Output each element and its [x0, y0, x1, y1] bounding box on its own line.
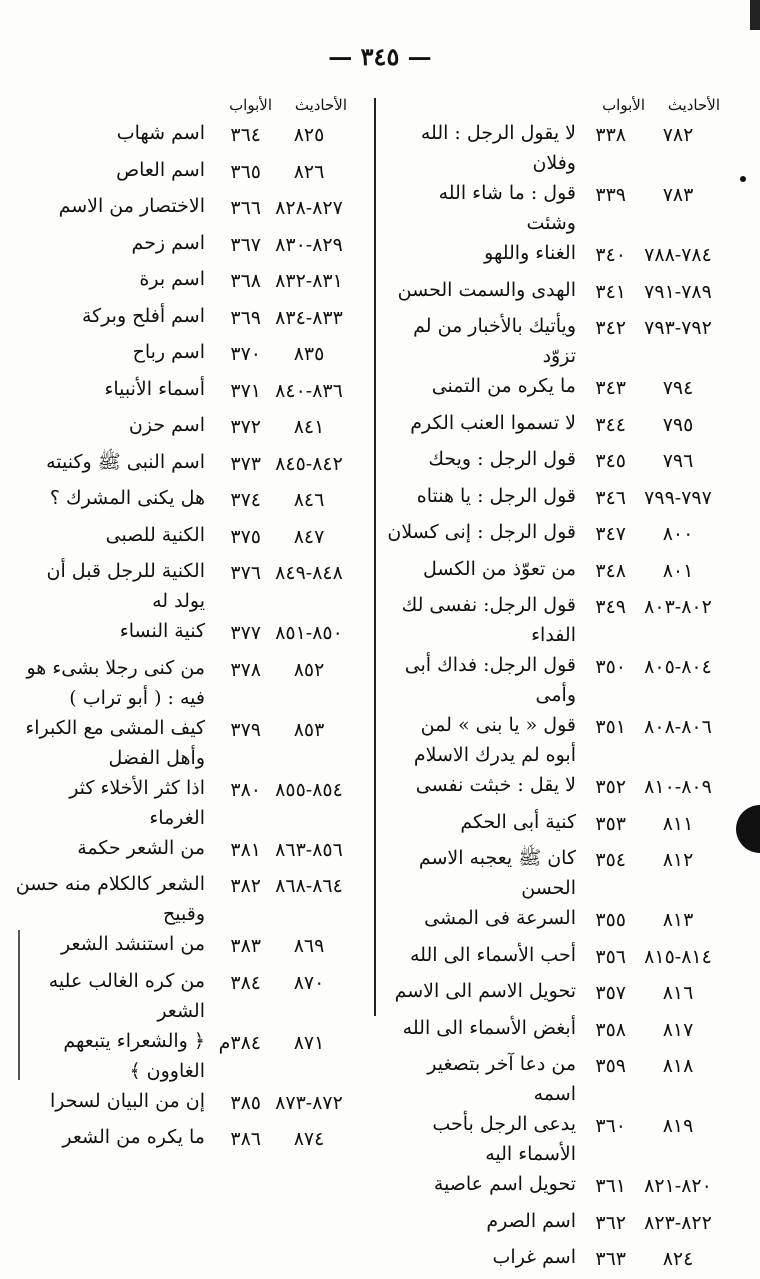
- bab-title: تحويل اسم عاصية: [433, 1173, 576, 1195]
- bab-title: أحب الأسماء الى الله: [410, 943, 576, 966]
- index-entry: [385, 517, 730, 554]
- bab-title: لا يقول الرجل : الله وفلان: [420, 122, 576, 174]
- page-number: — ٣٤٥ —: [328, 42, 432, 71]
- hadith-number: ٧٩٦: [662, 450, 694, 472]
- bab-title: أبغض الأسماء الى الله: [402, 1016, 576, 1039]
- hadith-number: ٨٥٦-٨٦٣: [275, 838, 343, 861]
- index-entry: [385, 940, 730, 977]
- bab-number: ٣٧١: [230, 379, 261, 402]
- hadith-number: ٨٠٦-٨٠٨: [644, 716, 712, 738]
- bab-number: ٣٥٩: [595, 1055, 626, 1077]
- header-hadith: الأحاديث: [294, 96, 347, 114]
- bab-number: ٣٦٠: [595, 1115, 626, 1137]
- column-divider: [374, 98, 376, 1016]
- index-entry: [385, 710, 730, 770]
- index-entry: [12, 337, 357, 374]
- hadith-number: ٨١٧: [662, 1018, 694, 1041]
- bab-title: ما يكره من التمنى: [431, 375, 576, 397]
- hadith-number: ٨١٨: [662, 1055, 694, 1077]
- bab-title: أسماء الأنبياء: [104, 377, 205, 400]
- hadith-number: ٧٨٣: [662, 184, 694, 206]
- bab-title: كنية أبى الحكم: [460, 810, 576, 833]
- hadith-number: ٨٢٦: [293, 160, 325, 183]
- bab-number: ٣٦٣: [595, 1248, 626, 1270]
- hadith-number: ٨٠٢-٨٠٣: [644, 596, 712, 618]
- hadith-number: ٨١٣: [662, 909, 694, 931]
- index-entry: [385, 1049, 730, 1109]
- bab-title: كيف المشى مع الكبراء وأهل الفضل: [25, 716, 205, 769]
- hadith-number: ٨٧٢-٨٧٣: [275, 1091, 343, 1114]
- bab-number: ٣٦٨: [230, 270, 261, 292]
- index-entry: [12, 773, 357, 833]
- bab-title: اسم أفلح وبركة: [81, 304, 205, 327]
- bab-number: ٣٤٤: [595, 413, 626, 436]
- bab-title: الغناء واللهو: [484, 242, 576, 264]
- index-entry: [12, 1086, 357, 1123]
- hadith-number: ٨٧٤: [293, 1128, 325, 1150]
- scan-edge-mark: [750, 0, 760, 30]
- hadith-number: ٨١٩: [662, 1115, 694, 1137]
- hadith-number: ٨١٦: [662, 982, 694, 1004]
- bab-title: السرعة فى المشى: [424, 907, 576, 929]
- index-entry: [12, 191, 357, 228]
- bab-title: اسم الصرم: [486, 1209, 576, 1232]
- hadith-number: ٨٣٦-٨٤٠: [275, 379, 343, 402]
- bab-number: ٣٧٥: [230, 525, 261, 548]
- bab-number: ٣٨٦: [230, 1128, 261, 1150]
- hadith-number: ٨٤٦: [293, 489, 325, 511]
- index-entry: [385, 770, 730, 807]
- column-header: [385, 94, 730, 118]
- hadith-number: ٨٠٤-٨٠٥: [644, 656, 712, 678]
- bab-number: ٣٧٦: [230, 562, 261, 584]
- hadith-number: ٧٩٢-٧٩٣: [644, 317, 712, 339]
- index-entry: [385, 481, 730, 518]
- bab-title: اذا كثر الأخلاء كثر الغرماء: [69, 776, 205, 829]
- index-entry: [12, 966, 357, 1026]
- index-entry: [12, 374, 357, 411]
- hadith-number: ٧٨٤-٧٨٨: [644, 244, 712, 266]
- index-entry: [12, 713, 357, 773]
- bab-title: قول الرجل : إنى كسلان: [387, 521, 576, 543]
- bab-number: ٣٨٢: [230, 875, 261, 897]
- bab-title: تحويل الاسم الى الاسم: [394, 980, 576, 1002]
- hadith-number: ٨١٤-٨١٥: [644, 945, 712, 968]
- bab-title: من الشعر حكمة: [77, 836, 205, 859]
- column-header: [12, 94, 357, 118]
- bab-number: ٣٥٢: [595, 776, 626, 798]
- bab-number: ٣٤٢: [595, 317, 626, 339]
- hadith-number: ٨٤٧: [293, 525, 325, 548]
- index-entry: [12, 833, 357, 870]
- bab-number: ٣٨٥: [230, 1091, 261, 1114]
- hadith-number: ٨٦٩: [293, 935, 325, 957]
- index-entry: [12, 929, 357, 966]
- hadith-number: ٨٠٩-٨١٠: [644, 776, 712, 798]
- bab-title: من استنشد الشعر: [61, 933, 205, 955]
- bab-number: ٣٦٧: [230, 233, 261, 256]
- hadith-number: ٨٢٥: [293, 124, 325, 146]
- right-column: [385, 94, 730, 1279]
- bab-number: ٣٤٥: [595, 450, 626, 472]
- bab-title: قول الرجل : يا هنتاه: [416, 484, 576, 507]
- scan-speck: [740, 176, 746, 182]
- header-hadith: الأحاديث: [667, 96, 720, 114]
- bab-title: اسم رباح: [132, 341, 205, 363]
- header-bab: الأبواب: [229, 96, 272, 114]
- index-entry: [385, 238, 730, 275]
- hadith-number: ٨٣١-٨٣٢: [275, 270, 343, 292]
- index-entry: [385, 118, 730, 178]
- index-entry: [12, 447, 357, 484]
- index-entry: [12, 155, 357, 192]
- hadith-number: ٧٨٩-٧٩١: [644, 280, 712, 303]
- hadith-number: ٨٤٢-٨٤٥: [275, 452, 343, 475]
- index-entry: [385, 178, 730, 238]
- index-entry: [12, 118, 357, 155]
- bab-number: ٣٤٩: [595, 596, 626, 618]
- bab-number: ٣٦٦: [230, 197, 261, 219]
- bab-number: ٣٦٤: [230, 124, 261, 146]
- index-entry: [12, 653, 357, 713]
- index-entry: [12, 264, 357, 301]
- hadith-number: ٨٦٤-٨٦٨: [275, 875, 343, 897]
- index-entry: [385, 903, 730, 940]
- hadith-number: ٨٥٠-٨٥١: [275, 622, 343, 644]
- index-entry: [385, 275, 730, 312]
- bab-number: ٣٧٢: [230, 416, 261, 438]
- bab-number: ٣٤٨: [595, 559, 626, 582]
- index-entry: [12, 1026, 357, 1086]
- index-entry: [12, 520, 357, 557]
- bab-title: اسم شهاب: [116, 122, 205, 144]
- hadith-number: ٨٢٢-٨٢٣: [644, 1211, 712, 1234]
- hadith-number: ٨٣٣-٨٣٤: [275, 306, 343, 329]
- bab-title: ﴿ والشعراء يتبعهم الغاوون ﴾: [63, 1029, 205, 1082]
- hadith-number: ٨٧١: [293, 1031, 325, 1054]
- bab-title: ويأتيك بالأخبار من لم تزوّد: [413, 315, 576, 367]
- bab-number: ٣٧٨: [230, 658, 261, 681]
- bab-number: ٣٤١: [595, 280, 626, 303]
- bab-number: ٣٥٥: [595, 909, 626, 931]
- bab-title: يدعى الرجل بأحب الأسماء اليه: [432, 1113, 576, 1165]
- bab-number: ٣٤٦: [595, 486, 626, 509]
- bab-number: ٣٥٤: [595, 849, 626, 871]
- bab-title: لا تسموا العنب الكرم: [410, 411, 576, 434]
- bab-number: ٣٥٧: [595, 982, 626, 1004]
- index-entry: [385, 408, 730, 445]
- index-entry: [385, 590, 730, 650]
- bab-number: ٣٥٦: [595, 945, 626, 968]
- index-entry: [385, 976, 730, 1013]
- hadith-number: ٨٣٥: [293, 343, 325, 365]
- index-entry: [12, 410, 357, 447]
- index-entry: [385, 554, 730, 591]
- bab-title: إن من البيان لسحرا: [49, 1089, 205, 1112]
- index-entry: [385, 650, 730, 710]
- hadith-number: ٨٠١: [662, 559, 694, 582]
- bab-title: كنية النساء: [119, 620, 205, 642]
- header-bab: الأبواب: [602, 96, 645, 114]
- hadith-number: ٨٢٧-٨٢٨: [275, 197, 343, 219]
- bab-title: اسم غراب: [492, 1246, 576, 1268]
- bab-number: ٣٧٩: [230, 718, 261, 741]
- left-rows: [12, 118, 357, 1159]
- bab-title: اسم برة: [139, 268, 205, 290]
- bab-title: هل يكنى المشرك ؟: [49, 487, 205, 509]
- hadith-number: ٨٢٩-٨٣٠: [275, 233, 343, 256]
- index-entry: [385, 311, 730, 371]
- index-entry: [385, 1013, 730, 1050]
- bab-title: كان ﷺ يعجبه الاسم الحسن: [418, 847, 576, 899]
- bab-number: ٣٨٤م: [218, 1031, 261, 1054]
- index-entry: [385, 1169, 730, 1206]
- hadith-number: ٨٥٣: [293, 718, 325, 741]
- index-entry: [12, 301, 357, 338]
- bab-number: ٣٨٣: [230, 935, 261, 957]
- hadith-number: ٨١١: [662, 812, 694, 835]
- hadith-number: ٧٩٥: [662, 413, 694, 436]
- bab-number: ٣٦١: [595, 1175, 626, 1197]
- bab-title: قول : ما شاء الله وشئت: [438, 182, 576, 234]
- index-entry: [385, 843, 730, 903]
- bab-title: اسم زحم: [131, 231, 205, 254]
- bab-title: الهدى والسمت الحسن: [397, 278, 576, 301]
- bab-number: ٣٥١: [595, 716, 626, 738]
- scan-hole-punch: [736, 805, 760, 853]
- bab-number: ٣٥٣: [595, 812, 626, 835]
- bab-number: ٣٧٣: [230, 452, 261, 475]
- bab-number: ٣٨٠: [230, 778, 261, 801]
- hadith-number: ٧٩٧-٧٩٩: [644, 486, 712, 509]
- bab-title: الشعر كالكلام منه حسن وقبيح: [15, 873, 205, 925]
- hadith-number: ٧٨٢: [662, 124, 694, 146]
- bab-title: اسم العاص: [116, 158, 205, 181]
- hadith-number: ٧٩٤: [662, 377, 694, 399]
- hadith-number: ٨٥٤-٨٥٥: [275, 778, 343, 801]
- index-entry: [12, 869, 357, 929]
- bab-title: الكنية للرجل قبل أن يولد له: [46, 560, 205, 612]
- right-rows: [385, 118, 730, 1279]
- left-column: [12, 94, 357, 1159]
- bab-number: ٣٦٥: [230, 160, 261, 183]
- index-entry: [385, 371, 730, 408]
- index-entry: [12, 228, 357, 265]
- index-entry: [12, 483, 357, 520]
- bab-title: من تعوّذ من الكسل: [422, 557, 576, 580]
- bab-title: لا يقل : خبثت نفسى: [415, 774, 576, 796]
- bab-number: ٣٤٠: [595, 244, 626, 266]
- bab-number: ٣٧٤: [230, 489, 261, 511]
- bab-number: ٣٦٢: [595, 1211, 626, 1234]
- bab-number: ٣٥٨: [595, 1018, 626, 1041]
- hadith-number: ٨٢٠-٨٢١: [644, 1175, 712, 1197]
- bab-number: ٣٣٩: [595, 184, 626, 206]
- hadith-number: ٨٤١: [293, 416, 325, 438]
- bab-number: ٣٨١: [230, 838, 261, 861]
- index-entry: [12, 556, 357, 616]
- hadith-number: ٨٥٢: [293, 658, 325, 681]
- bab-title: من كنى رجلا بشىء هو فيه : ( أبو تراب ): [26, 656, 205, 709]
- bab-title: ما يكره من الشعر: [62, 1126, 205, 1148]
- index-entry: [385, 1109, 730, 1169]
- bab-title: اسم حزن: [128, 414, 205, 436]
- bab-title: من دعا آخر بتصغير اسمه: [427, 1053, 576, 1105]
- bab-number: ٣٤٧: [595, 523, 626, 545]
- index-entry: [385, 1242, 730, 1279]
- bab-title: من كره الغالب عليه الشعر: [48, 969, 205, 1022]
- bab-title: قول الرجل: فداك أبى وأمى: [404, 654, 576, 706]
- hadith-number: ٨٤٨-٨٤٩: [275, 562, 343, 584]
- bab-title: الكنية للصبى: [105, 523, 205, 546]
- bab-number: ٣٥٠: [595, 656, 626, 678]
- bab-number: ٣٣٨: [595, 124, 626, 146]
- bab-title: قول « يا بنى » لمن أبوه لم يدرك الاسلام: [413, 714, 576, 766]
- hadith-number: ٨٢٤: [662, 1248, 694, 1270]
- bab-number: ٣٧٧: [230, 622, 261, 644]
- hadith-number: ٨٠٠: [662, 523, 694, 545]
- bab-title: قول الرجل: نفسى لك الفداء: [401, 594, 576, 646]
- bab-title: الاختصار من الاسم: [58, 195, 205, 217]
- index-entry: [12, 616, 357, 653]
- hadith-number: ٨١٢: [662, 849, 694, 871]
- bab-number: ٣٨٤: [230, 971, 261, 994]
- bab-title: اسم النبى ﷺ وكنيته: [46, 450, 205, 473]
- bab-title: قول الرجل : ويحك: [428, 448, 576, 470]
- index-entry: [385, 1206, 730, 1243]
- index-entry: [12, 1122, 357, 1159]
- index-entry: [385, 807, 730, 844]
- index-entry: [385, 444, 730, 481]
- bab-number: ٣٧٠: [230, 343, 261, 365]
- bab-number: ٣٤٣: [595, 377, 626, 399]
- bab-number: ٣٦٩: [230, 306, 261, 329]
- hadith-number: ٨٧٠: [293, 971, 325, 994]
